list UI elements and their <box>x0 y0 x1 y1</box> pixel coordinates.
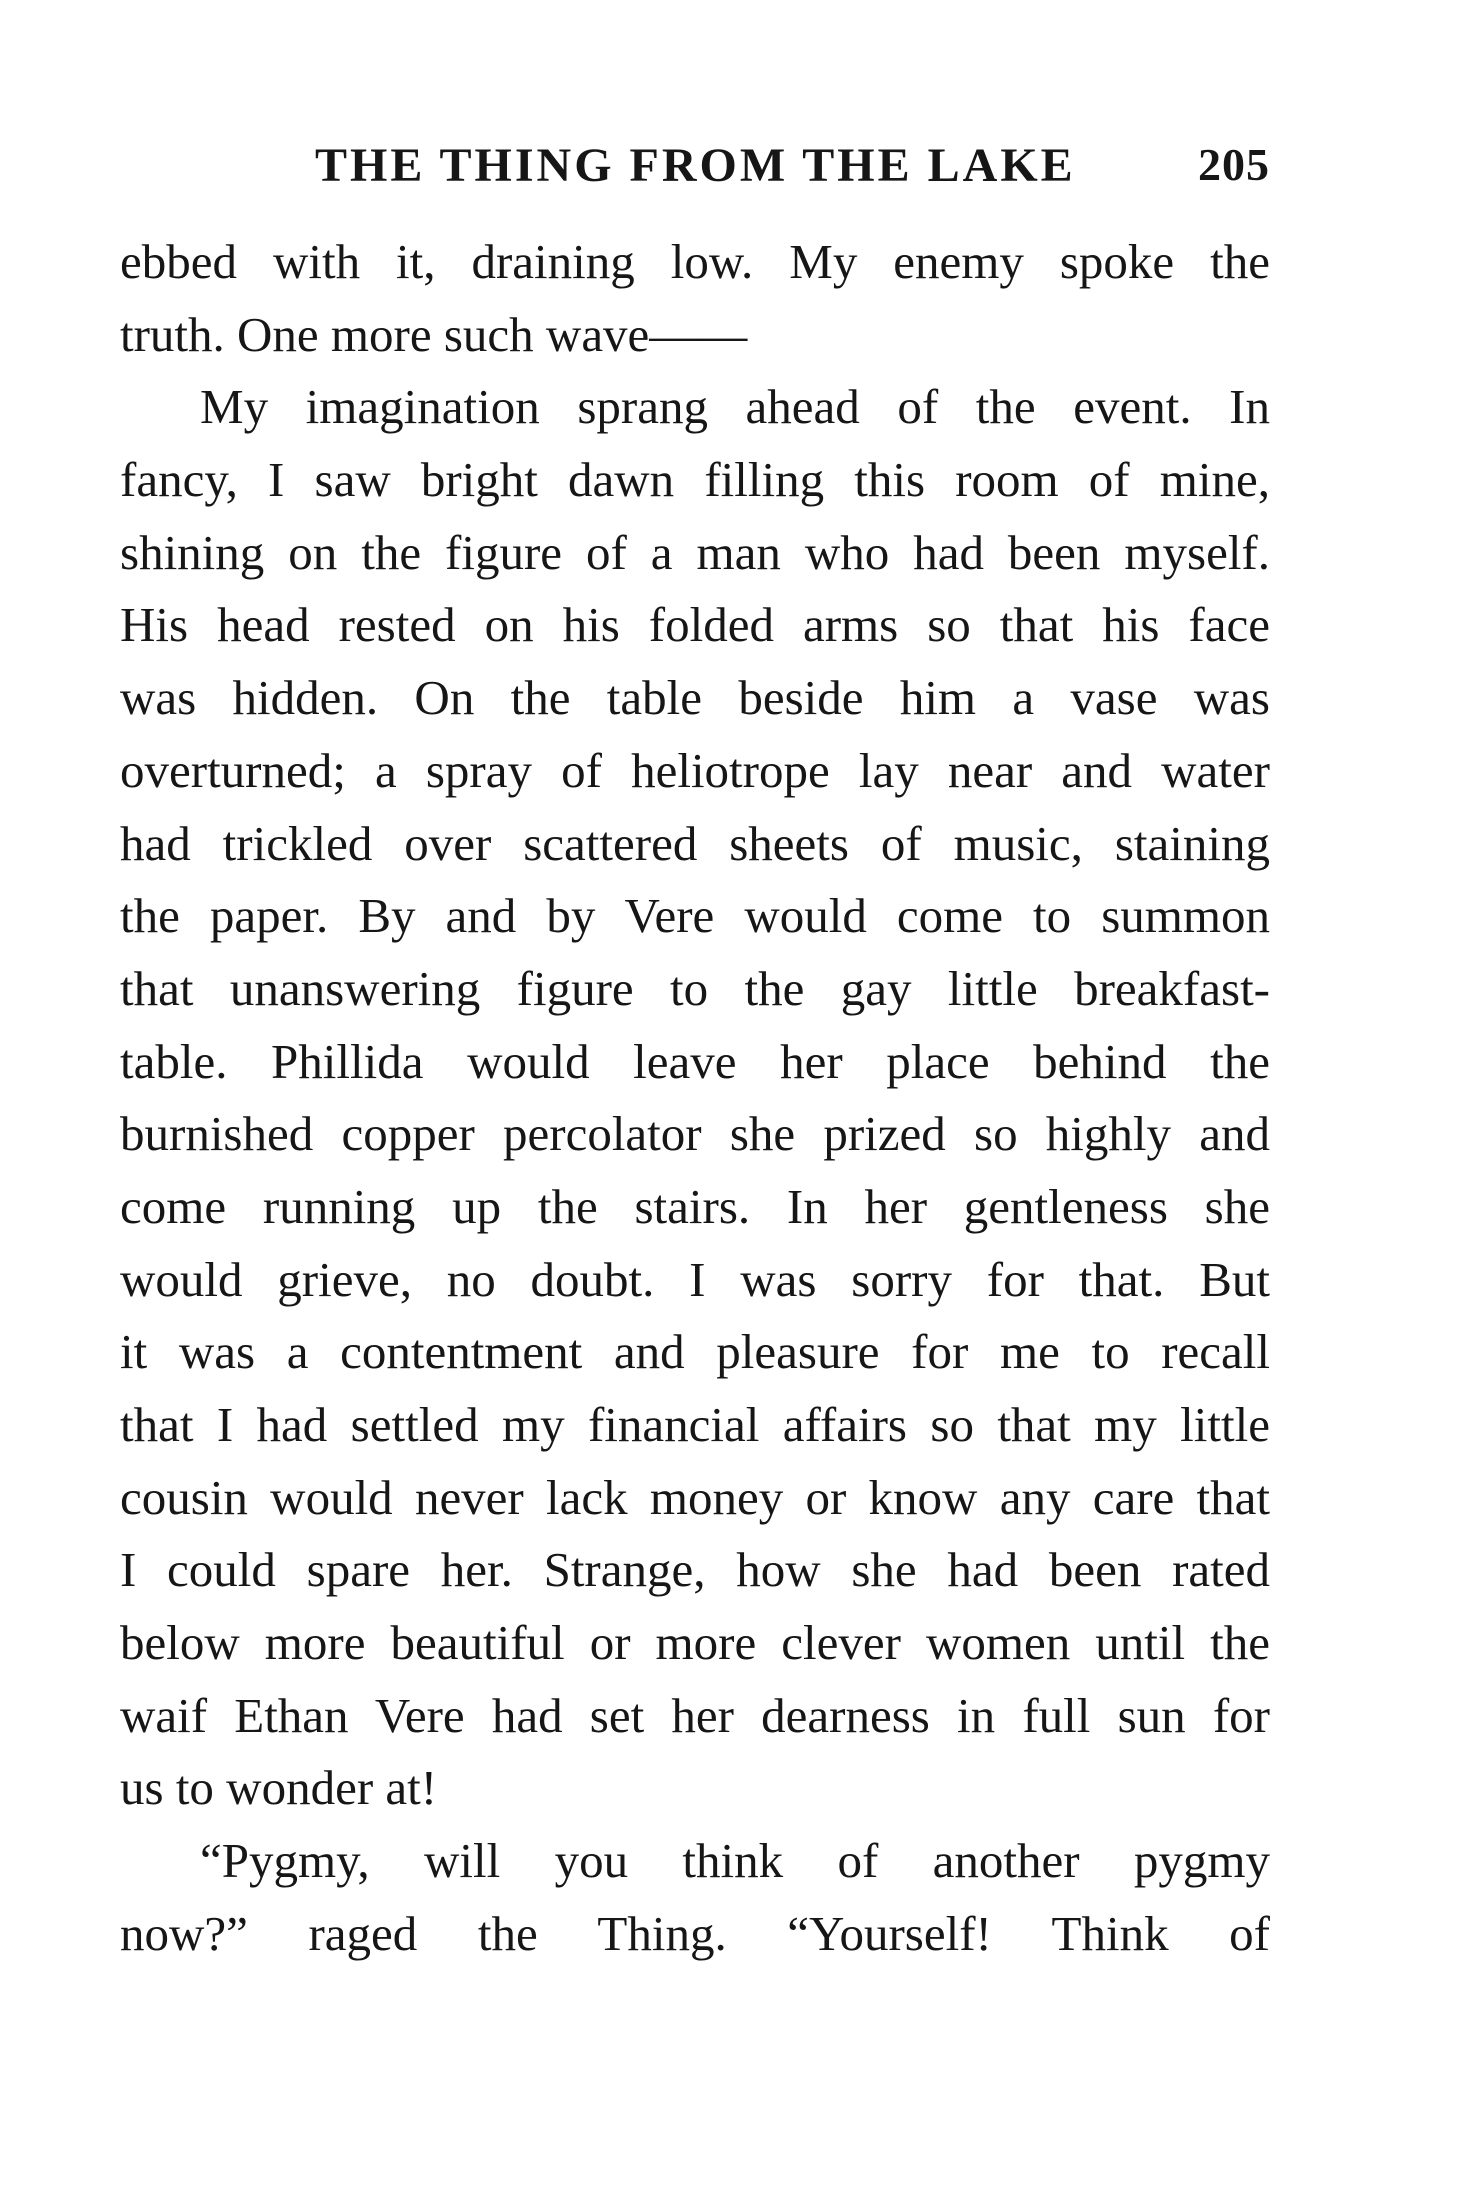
text-line: would grieve, no doubt. I was sorry for that. But <box>120 1251 1270 1307</box>
text-line: “Pygmy, will you think of another pygmy <box>200 1833 1270 1889</box>
text-line: ebbed with it, draining low. My enemy spoke the <box>120 234 1270 289</box>
text-line: that I had settled my financial affairs so that my little <box>120 1397 1270 1452</box>
text-line: that unanswering figure to the gay little breakfast- <box>120 960 1270 1016</box>
text-line: truth. One more such wave—— <box>120 306 748 362</box>
text-line: shining on the figure of a man who had been myself. <box>120 524 1270 580</box>
text-line: I could spare her. Strange, how she had been rated <box>120 1542 1270 1598</box>
page-number: 205 <box>1198 139 1270 190</box>
text-line: fancy, I saw bright dawn filling this room of mine, <box>120 452 1270 508</box>
text-line: burnished copper percolator she prized so highly and <box>120 1106 1270 1162</box>
text-line: now?” raged the Thing. “Yourself! Think of <box>120 1905 1270 1961</box>
text-line: us to wonder at! <box>120 1760 438 1816</box>
text-line: the paper. By and by Vere would come to summon <box>120 888 1270 944</box>
text-line: My imagination sprang ahead of the event. In <box>200 379 1270 435</box>
text-line: cousin would never lack money or know any care that <box>120 1469 1270 1525</box>
text-line: below more beautiful or more clever women until the <box>120 1615 1270 1671</box>
body-text <box>120 226 1270 1971</box>
text-line: it was a contentment and pleasure for me to recall <box>120 1324 1270 1380</box>
text-line: overturned; a spray of heliotrope lay near and water <box>120 742 1270 798</box>
text-line: had trickled over scattered sheets of music, staining <box>120 815 1270 871</box>
text-line: table. Phillida would leave her place behind the <box>120 1033 1270 1089</box>
text-line: come running up the stairs. In her gentleness she <box>120 1178 1270 1234</box>
text-line: His head rested on his folded arms so that his face <box>120 597 1270 653</box>
text-line: waif Ethan Vere had set her dearness in full sun for <box>120 1687 1270 1743</box>
running-head <box>120 138 1270 208</box>
running-title: THE THING FROM THE LAKE <box>315 139 1076 192</box>
text-line: was hidden. On the table beside him a vase was <box>120 670 1270 726</box>
